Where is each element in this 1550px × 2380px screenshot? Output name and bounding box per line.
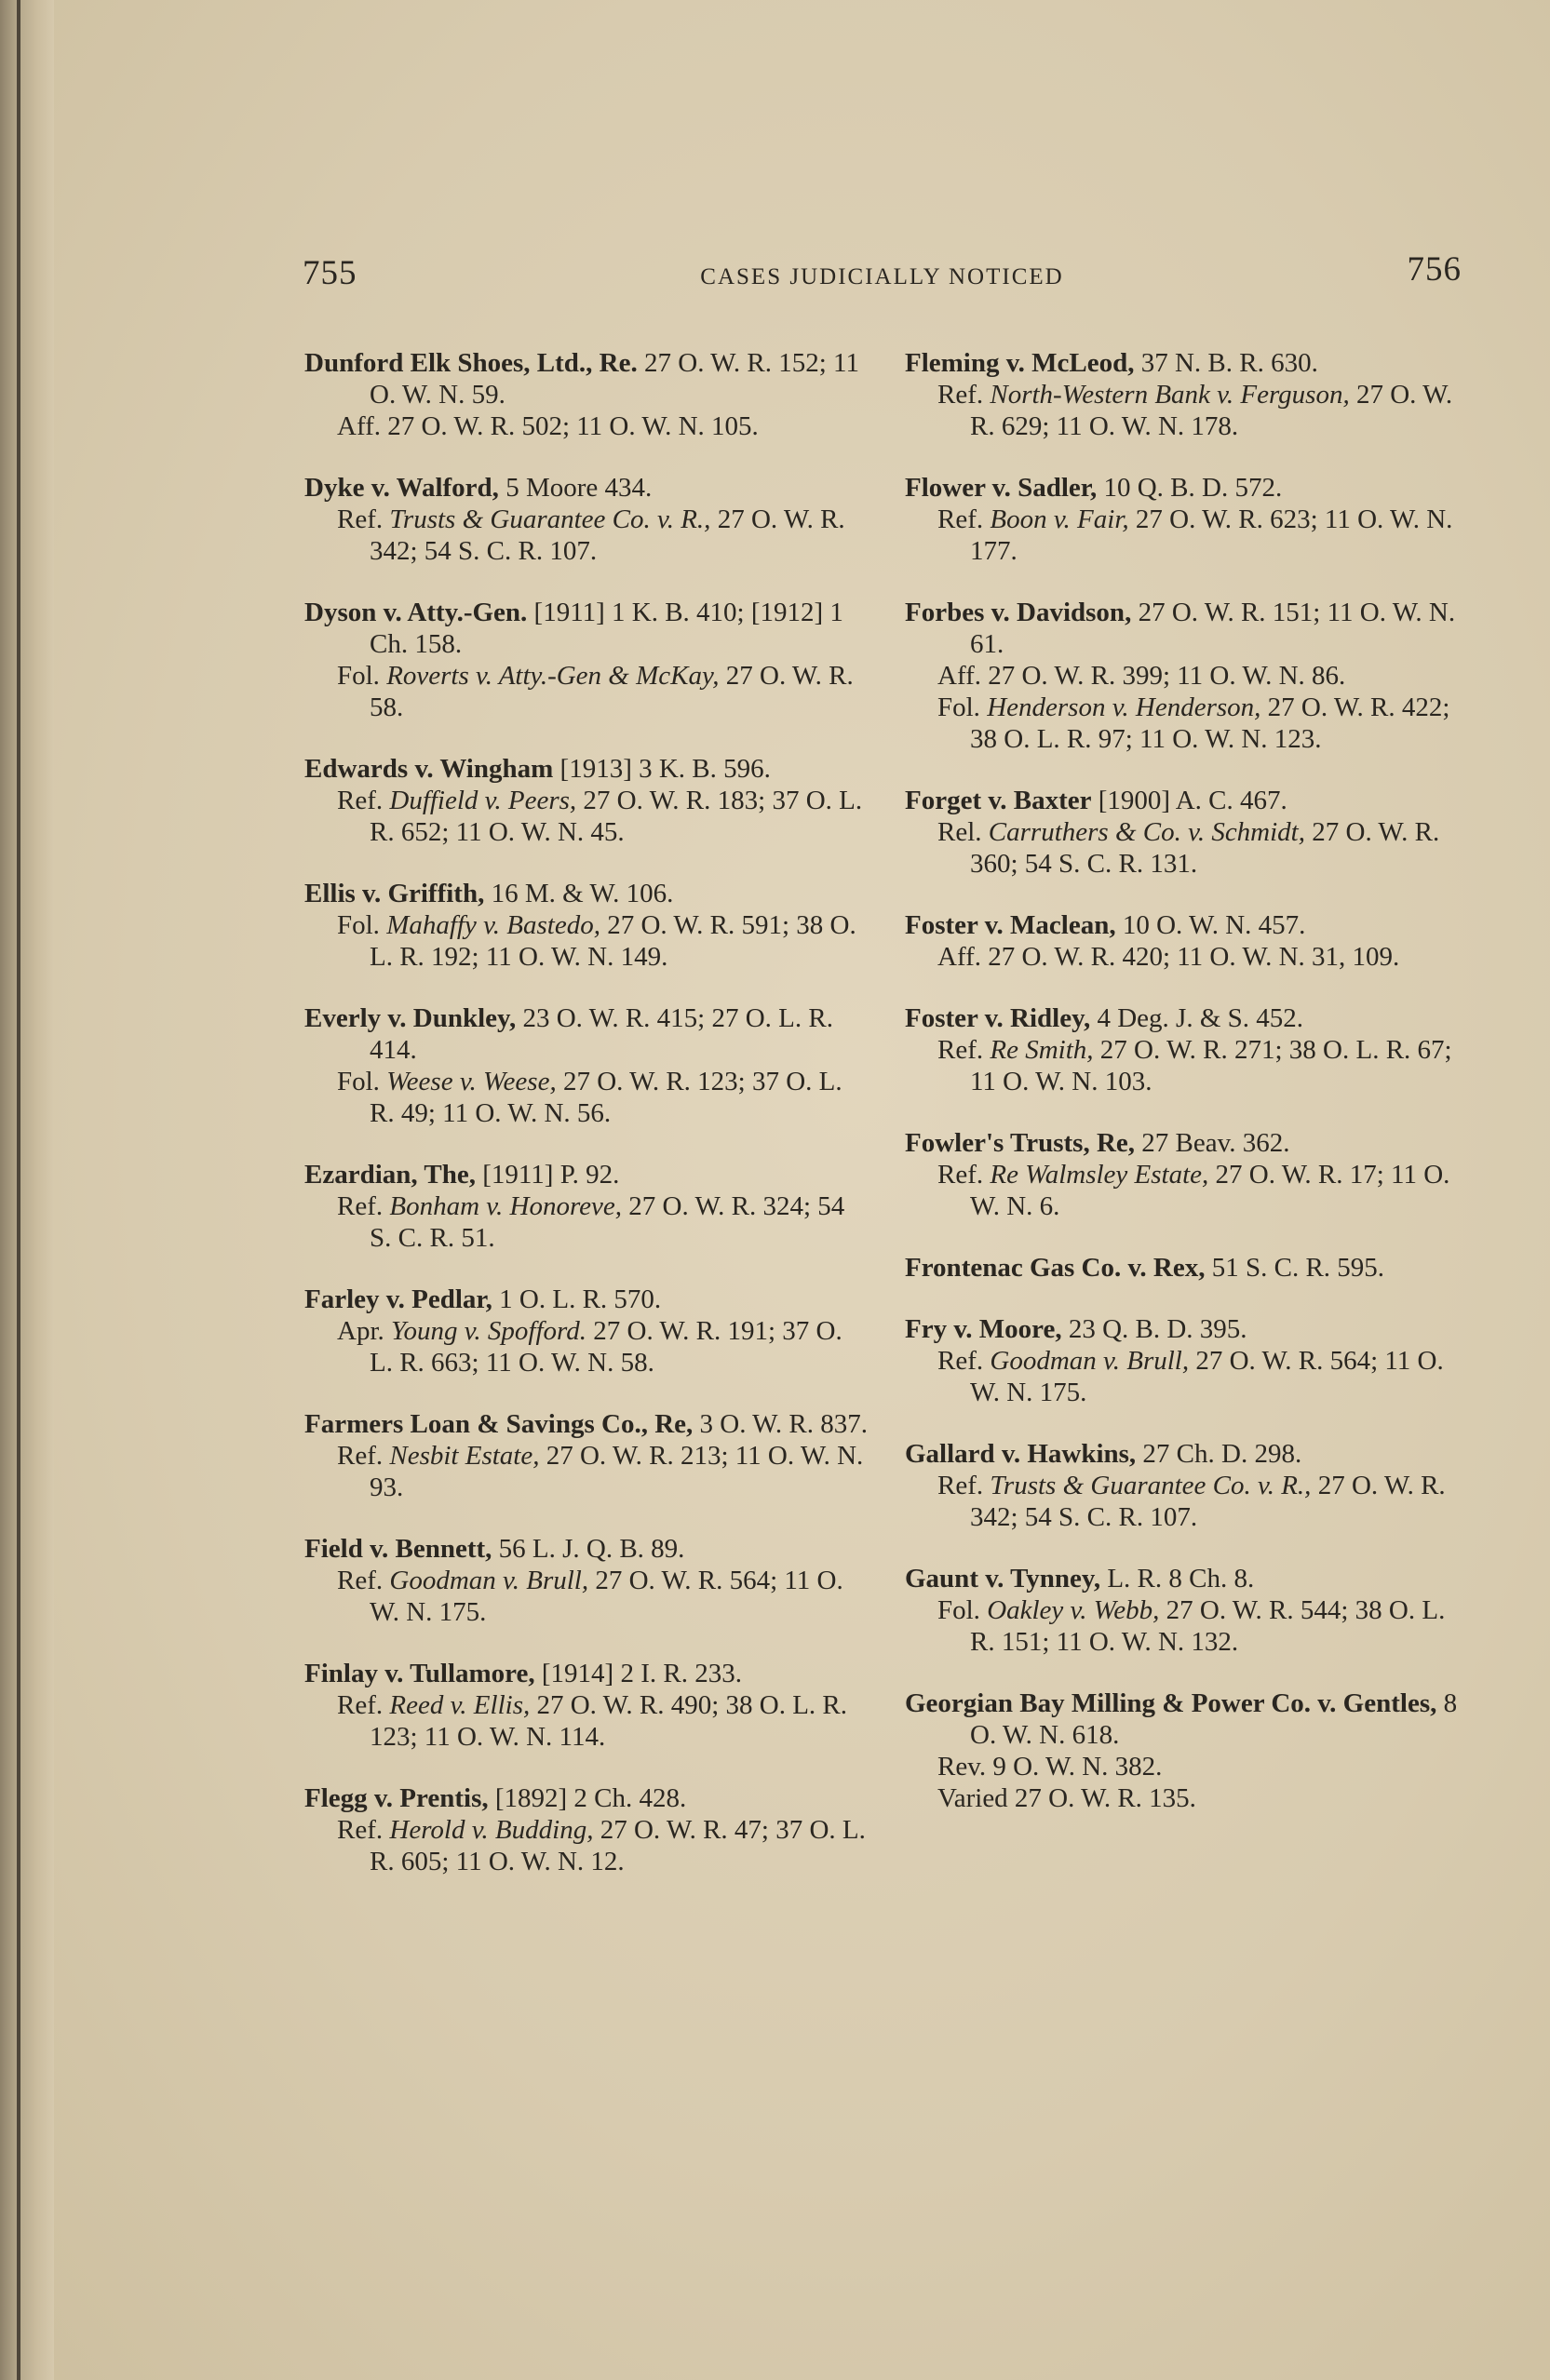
case-citation: [1911] 1 K. B. 410; [1912] 1 Ch. 158. xyxy=(370,598,843,659)
referencing-case: Boon v. Fair, xyxy=(990,504,1129,534)
case-heading xyxy=(304,1284,868,1315)
case-name: Frontenac Gas Co. v. Rex, xyxy=(905,1253,1206,1283)
referencing-case: Carruthers & Co. v. Schmidt, xyxy=(988,817,1305,847)
reference-citation: 27 O. W. R. 564; 11 O. W. N. 175. xyxy=(970,1346,1444,1407)
running-head xyxy=(303,250,1462,300)
reference-prefix: Ref. xyxy=(937,504,991,534)
running-title: CASES JUDICIALLY NOTICED xyxy=(700,264,1064,289)
case-entry xyxy=(905,597,1468,755)
case-entry xyxy=(905,1438,1468,1533)
case-citation: [1900] A. C. 467. xyxy=(1091,786,1287,815)
case-heading xyxy=(304,597,868,660)
spine-binding-line xyxy=(17,0,20,2380)
case-citation: 27 Beav. 362. xyxy=(1135,1128,1290,1158)
reference-prefix: Ref. xyxy=(337,1690,390,1720)
reference-citation: 27 O. W. R. 324; 54 S. C. R. 51. xyxy=(370,1191,845,1253)
case-name: Georgian Bay Milling & Power Co. v. Gentles, xyxy=(905,1688,1437,1718)
case-reference xyxy=(304,1190,868,1254)
case-reference xyxy=(905,1782,1468,1814)
case-entry xyxy=(905,785,1468,880)
referencing-case: Reed v. Ellis, xyxy=(389,1690,531,1720)
reference-prefix: Rev. 9 O. W. N. 382. xyxy=(937,1752,1163,1782)
case-entry xyxy=(905,1563,1468,1658)
case-name: Farmers Loan & Savings Co., Re, xyxy=(304,1409,694,1439)
case-name: Gallard v. Hawkins, xyxy=(905,1439,1137,1469)
case-reference xyxy=(905,816,1468,880)
reference-prefix: Ref. xyxy=(937,1160,991,1190)
referencing-case: Re Walmsley Estate, xyxy=(990,1160,1209,1190)
reference-prefix: Ref. xyxy=(337,1441,390,1471)
referencing-case: Herold v. Budding, xyxy=(389,1815,594,1845)
referencing-case: Goodman v. Brull, xyxy=(389,1566,589,1595)
book-spine xyxy=(0,0,54,2380)
case-citation: 27 Ch. D. 298. xyxy=(1136,1439,1302,1469)
case-citation: 5 Moore 434. xyxy=(498,473,653,503)
reference-citation: 27 O. W. R. 629; 11 O. W. N. 178. xyxy=(970,380,1453,441)
reference-citation: 27 O. W. R. 183; 37 O. L. R. 652; 11 O. W. N. 45. xyxy=(370,786,863,847)
reference-prefix: Fol. xyxy=(337,910,387,940)
case-name: Finlay v. Tullamore, xyxy=(304,1659,535,1688)
reference-prefix: Ref. xyxy=(337,1191,390,1221)
case-citation: [1892] 2 Ch. 428. xyxy=(488,1783,687,1813)
reference-prefix: Rel. xyxy=(937,817,989,847)
case-name: Forbes v. Davidson, xyxy=(905,598,1132,627)
reference-citation: 27 O. W. R. 17; 11 O. W. N. 6. xyxy=(970,1160,1450,1221)
case-name: Ellis v. Griffith, xyxy=(304,879,485,908)
case-heading xyxy=(304,1658,868,1689)
case-heading xyxy=(905,472,1468,504)
case-heading xyxy=(304,1002,868,1066)
case-heading xyxy=(905,1313,1468,1345)
case-heading xyxy=(304,753,868,785)
reference-citation: 27 O. W. R. 342; 54 S. C. R. 107. xyxy=(370,504,845,566)
referencing-case: Goodman v. Brull, xyxy=(990,1346,1190,1376)
reference-prefix: Aff. 27 O. W. R. 399; 11 O. W. N. 86. xyxy=(937,661,1346,691)
case-citation: L. R. 8 Ch. 8. xyxy=(1100,1564,1255,1593)
right-column xyxy=(905,347,1468,1844)
case-reference xyxy=(304,785,868,848)
case-reference xyxy=(304,660,868,723)
reference-prefix: Fol. xyxy=(937,692,988,722)
case-name: Fleming v. McLeod, xyxy=(905,348,1135,378)
referencing-case: Bonham v. Honoreve, xyxy=(389,1191,623,1221)
reference-prefix: Ref. xyxy=(937,1035,991,1065)
reference-citation: 27 O. W. R. 123; 37 O. L. R. 49; 11 O. W. N. 56. xyxy=(370,1067,842,1128)
reference-prefix: Ref. xyxy=(337,786,390,815)
referencing-case: Re Smith, xyxy=(990,1035,1094,1065)
case-entry xyxy=(905,1313,1468,1408)
referencing-case: North-Western Bank v. Ferguson, xyxy=(990,380,1350,410)
case-heading xyxy=(304,1782,868,1814)
page-number-left: 755 xyxy=(303,254,357,292)
case-reference xyxy=(905,1159,1468,1222)
case-reference xyxy=(304,504,868,567)
reference-prefix: Ref. xyxy=(937,1471,991,1500)
case-citation: 3 O. W. R. 837. xyxy=(693,1409,868,1439)
case-heading xyxy=(905,1438,1468,1470)
case-entry xyxy=(304,1408,868,1503)
case-heading xyxy=(304,1408,868,1440)
case-heading xyxy=(905,785,1468,816)
case-reference xyxy=(304,410,868,442)
reference-prefix: Ref. xyxy=(337,1566,390,1595)
reference-citation: 27 O. W. R. 591; 38 O. L. R. 192; 11 O. W. N. 149. xyxy=(370,910,856,972)
case-reference xyxy=(905,1345,1468,1408)
reference-prefix: Ref. xyxy=(337,504,390,534)
reference-prefix: Fol. xyxy=(337,661,387,691)
case-citation: 51 S. C. R. 595. xyxy=(1205,1253,1385,1283)
reference-citation: 27 O. W. R. 342; 54 S. C. R. 107. xyxy=(970,1471,1446,1532)
reference-citation: 27 O. W. R. 544; 38 O. L. R. 151; 11 O. W. N. 132. xyxy=(970,1595,1446,1657)
case-citation: [1913] 3 K. B. 596. xyxy=(553,754,771,784)
case-entry xyxy=(304,1658,868,1753)
referencing-case: Mahaffy v. Bastedo, xyxy=(386,910,600,940)
case-citation: 1 O. L. R. 570. xyxy=(492,1284,662,1314)
case-entry xyxy=(905,472,1468,567)
reference-citation: 27 O. W. R. 58. xyxy=(370,661,854,722)
case-citation: 16 M. & W. 106. xyxy=(484,879,674,908)
reference-citation: 27 O. W. R. 360; 54 S. C. R. 131. xyxy=(970,817,1440,879)
referencing-case: Trusts & Guarantee Co. v. R., xyxy=(389,504,711,534)
case-citation: 37 N. B. R. 630. xyxy=(1134,348,1318,378)
reference-citation: 27 O. W. R. 271; 38 O. L. R. 67; 11 O. W. N. 103. xyxy=(970,1035,1452,1096)
reference-citation: 27 O. W. R. 422; 38 O. L. R. 97; 11 O. W. N. 123. xyxy=(970,692,1450,754)
case-citation: 10 Q. B. D. 572. xyxy=(1097,473,1283,503)
case-heading xyxy=(304,347,868,410)
case-heading xyxy=(304,472,868,504)
case-reference xyxy=(905,941,1468,973)
reference-prefix: Ref. xyxy=(937,1346,991,1376)
case-name: Gaunt v. Tynney, xyxy=(905,1564,1101,1593)
case-entry xyxy=(905,1688,1468,1814)
case-name: Foster v. Maclean, xyxy=(905,910,1116,940)
case-name: Dunford Elk Shoes, Ltd., Re. xyxy=(304,348,638,378)
case-reference xyxy=(905,660,1468,692)
reference-prefix: Apr. xyxy=(337,1316,391,1346)
case-reference xyxy=(304,1315,868,1378)
case-name: Farley v. Pedlar, xyxy=(304,1284,492,1314)
referencing-case: Nesbit Estate, xyxy=(389,1441,540,1471)
page-number-right: 756 xyxy=(1407,250,1462,289)
case-entry xyxy=(905,1252,1468,1284)
reference-prefix: Ref. xyxy=(337,1815,390,1845)
referencing-case: Henderson v. Henderson, xyxy=(987,692,1261,722)
case-heading xyxy=(905,1252,1468,1284)
case-entry xyxy=(304,1782,868,1877)
case-reference xyxy=(905,1470,1468,1533)
case-name: Dyson v. Atty.-Gen. xyxy=(304,598,528,627)
reference-prefix: Ref. xyxy=(937,380,991,410)
case-name: Foster v. Ridley, xyxy=(905,1003,1091,1033)
case-heading xyxy=(905,347,1468,379)
reference-citation: 27 O. W. R. 213; 11 O. W. N. 93. xyxy=(370,1441,864,1502)
case-reference xyxy=(905,692,1468,755)
case-citation: 8 O. W. N. 618. xyxy=(970,1688,1458,1750)
reference-citation: 27 O. W. R. 490; 38 O. L. R. 123; 11 O. W. N. 114. xyxy=(370,1690,848,1752)
case-heading xyxy=(905,1002,1468,1034)
case-reference xyxy=(304,1565,868,1628)
case-name: Field v. Bennett, xyxy=(304,1534,492,1564)
case-reference xyxy=(304,1689,868,1753)
case-reference xyxy=(304,1066,868,1129)
case-reference xyxy=(905,504,1468,567)
case-citation: 56 L. J. Q. B. 89. xyxy=(492,1534,685,1564)
case-reference xyxy=(905,379,1468,442)
referencing-case: Oakley v. Webb, xyxy=(987,1595,1160,1625)
case-heading xyxy=(905,909,1468,941)
case-name: Dyke v. Walford, xyxy=(304,473,499,503)
case-name: Fowler's Trusts, Re, xyxy=(905,1128,1136,1158)
case-heading xyxy=(905,1688,1468,1751)
case-name: Flegg v. Prentis, xyxy=(304,1783,489,1813)
case-reference xyxy=(304,1814,868,1877)
reference-prefix: Fol. xyxy=(337,1067,387,1096)
case-entry xyxy=(304,597,868,723)
case-entry xyxy=(304,1533,868,1628)
case-citation: 23 O. W. R. 415; 27 O. L. R. 414. xyxy=(370,1003,833,1065)
referencing-case: Young v. Spofford. xyxy=(391,1316,587,1346)
referencing-case: Roverts v. Atty.-Gen & McKay, xyxy=(386,661,720,691)
reference-prefix: Aff. 27 O. W. R. 420; 11 O. W. N. 31, 109. xyxy=(937,942,1400,972)
referencing-case: Duffield v. Peers, xyxy=(389,786,577,815)
case-heading xyxy=(905,1563,1468,1594)
case-citation: 27 O. W. R. 151; 11 O. W. N. 61. xyxy=(970,598,1456,659)
case-citation: 27 O. W. R. 152; 11 O. W. N. 59. xyxy=(370,348,859,410)
case-entry xyxy=(304,753,868,848)
case-entry xyxy=(905,909,1468,973)
reference-citation: 27 O. W. R. 623; 11 O. W. N. 177. xyxy=(970,504,1453,566)
reference-prefix: Varied 27 O. W. R. 135. xyxy=(937,1783,1196,1813)
case-reference xyxy=(304,909,868,973)
case-entry xyxy=(304,347,868,442)
case-citation: 23 Q. B. D. 395. xyxy=(1061,1314,1247,1344)
case-heading xyxy=(905,1127,1468,1159)
case-name: Forget v. Baxter xyxy=(905,786,1092,815)
case-name: Everly v. Dunkley, xyxy=(304,1003,517,1033)
case-entry xyxy=(304,472,868,567)
case-citation: [1914] 2 I. R. 233. xyxy=(534,1659,742,1688)
case-entry xyxy=(304,1002,868,1129)
case-heading xyxy=(905,597,1468,660)
reference-citation: 27 O. W. R. 47; 37 O. L. R. 605; 11 O. W. N. 12. xyxy=(370,1815,866,1876)
case-name: Flower v. Sadler, xyxy=(905,473,1098,503)
case-heading xyxy=(304,1159,868,1190)
case-reference xyxy=(304,1440,868,1503)
case-heading xyxy=(304,878,868,909)
case-citation: [1911] P. 92. xyxy=(475,1160,620,1190)
case-reference xyxy=(905,1034,1468,1097)
case-reference xyxy=(905,1751,1468,1782)
reference-citation: 27 O. W. R. 564; 11 O. W. N. 175. xyxy=(370,1566,843,1627)
reference-prefix: Fol. xyxy=(937,1595,988,1625)
case-name: Fry v. Moore, xyxy=(905,1314,1062,1344)
referencing-case: Weese v. Weese, xyxy=(386,1067,557,1096)
case-entry xyxy=(304,878,868,973)
case-entry xyxy=(304,1284,868,1378)
case-name: Ezardian, The, xyxy=(304,1160,476,1190)
case-heading xyxy=(304,1533,868,1565)
case-entry xyxy=(905,347,1468,442)
case-name: Edwards v. Wingham xyxy=(304,754,554,784)
reference-citation: 27 O. W. R. 191; 37 O. L. R. 663; 11 O. W. N. 58. xyxy=(370,1316,842,1378)
case-entry xyxy=(304,1159,868,1254)
case-entry xyxy=(905,1127,1468,1222)
referencing-case: Trusts & Guarantee Co. v. R., xyxy=(990,1471,1312,1500)
left-column xyxy=(304,347,868,1907)
case-entry xyxy=(905,1002,1468,1097)
case-citation: 4 Deg. J. & S. 452. xyxy=(1090,1003,1304,1033)
case-citation: 10 O. W. N. 457. xyxy=(1115,910,1306,940)
reference-prefix: Aff. 27 O. W. R. 502; 11 O. W. N. 105. xyxy=(337,411,759,441)
case-reference xyxy=(905,1594,1468,1658)
